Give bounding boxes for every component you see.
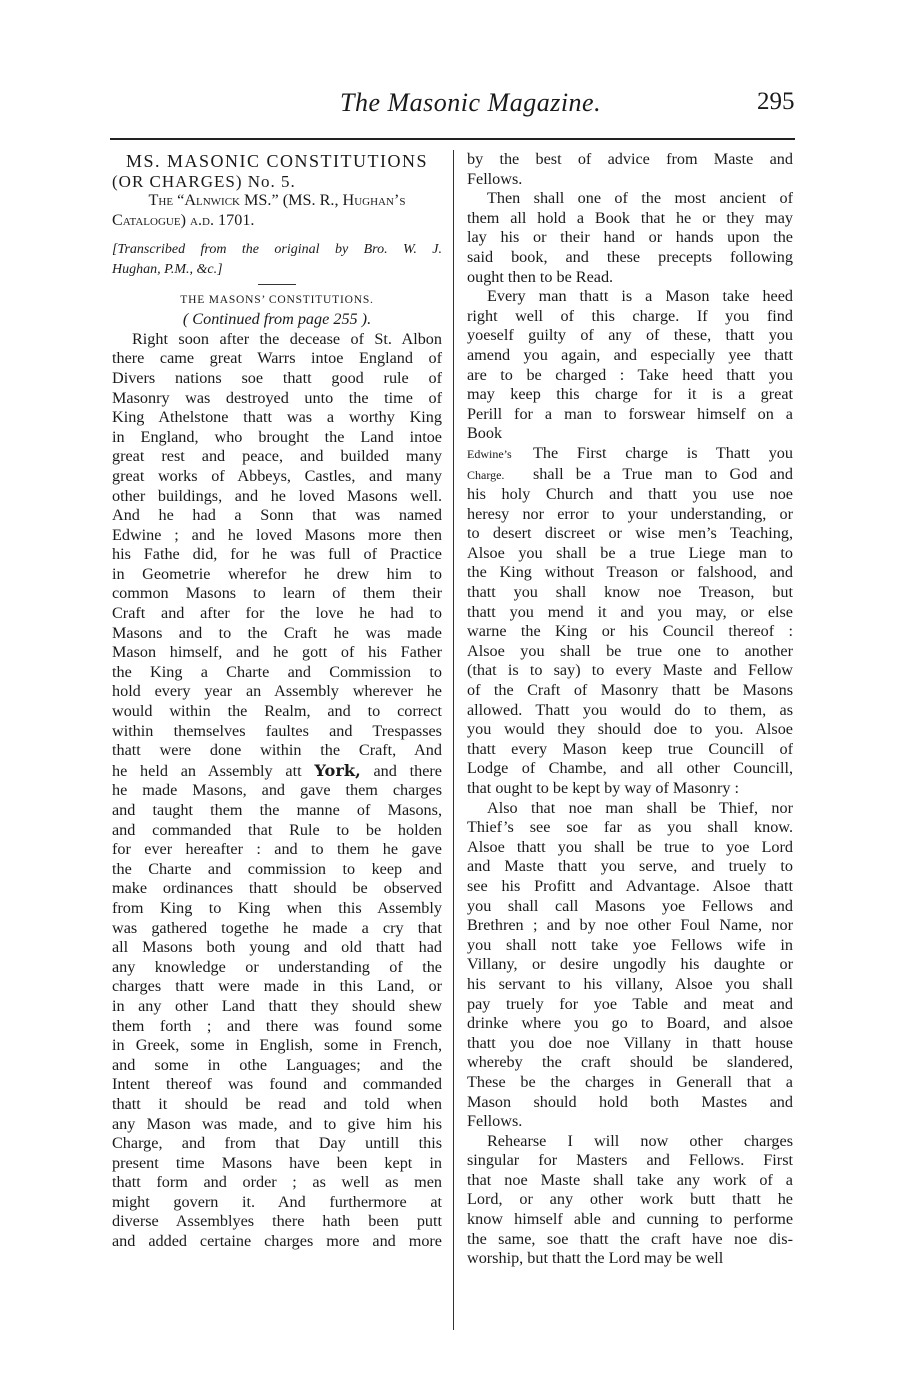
york-word: York, [314, 760, 361, 780]
text-line: present time Masons have been kept in [112, 1153, 442, 1172]
continued-note: ( Continued from page 255 ). [182, 310, 372, 329]
running-title: The Masonic Magazine. [340, 88, 602, 117]
text-line: singular for Masters and Fellows. First [467, 1151, 793, 1170]
text-line: Edwine ; and he loved Masons more then [112, 525, 442, 544]
text-line: thatt every Mason keep true Councill of [467, 739, 793, 758]
text-line: he made Masons, and gave them charges [112, 781, 442, 800]
text-line: Thief’s see soe far as you shall know. [467, 818, 793, 837]
short-rule [258, 284, 296, 285]
text-line: for ever hereafter : and to them he gave [112, 840, 442, 859]
text-line: common Masons to learn of them their [112, 584, 442, 603]
text-line: Craft and after for the love he had to [112, 604, 442, 623]
text-line: Then shall one of the most ancient of [487, 189, 793, 208]
text-line: might govern it. And furthermore at [112, 1192, 442, 1211]
text-line: that ought to be kept by way of Masonry : [467, 779, 739, 797]
text-line: are to be charged : Take heed thatt you [467, 365, 793, 384]
text-line: in any other Land thatt they should shew [112, 996, 442, 1015]
text-line: in Greek, some in English, some in French, [112, 1036, 442, 1055]
text-line: whereby the craft should be slandered, [467, 1053, 793, 1072]
article-title-line-3: The “Alnwick MS.” (MS. R., Hughan’s [148, 191, 406, 210]
margin-note-edwines: Edwine’s [467, 446, 512, 461]
text-line: and Maste thatt you serve, and truely to [467, 857, 793, 876]
text-line: Lodge of Chambe, and all other Councill, [467, 759, 793, 778]
text-line: thatt you shall know noe Treason, but [467, 583, 793, 602]
text-line: by the best of advice from Maste and [467, 150, 793, 168]
text-line: Fellows. [467, 1112, 523, 1131]
text-line: the Charte and commission to keep and [112, 859, 442, 878]
text-line: Mason should hold both Mastes and [467, 1092, 793, 1111]
page-number: 295 [757, 88, 795, 115]
text-line: all Masons both young and old thatt had [112, 938, 442, 957]
text-line: Villany, or desire ungodly his daughte or [467, 955, 793, 974]
text-line: may keep this charge for it is a great [467, 385, 793, 404]
text-line: his servant to his villany, Alsoe you shall [467, 974, 793, 993]
text-line: pay truely for yoe Table and meat and [467, 994, 793, 1013]
text-line: yoeself guilty of any of these, thatt you [467, 326, 793, 345]
text-line: within themselves faultes and Trespasses [112, 721, 442, 740]
transcription-note-line-2: Hughan, P.M., &c.] [112, 261, 223, 277]
article-title-line-2: (OR CHARGES) No. 5. [112, 171, 296, 191]
text-line: allowed. Thatt you would do to them, as [467, 700, 793, 719]
article-title-line-4: Catalogue) a.d. 1701. [112, 210, 255, 229]
paragraph-rehearse [467, 1132, 793, 1269]
text-line: Divers nations soe thatt good rule of [112, 368, 442, 387]
text-line: the King a Charte and Commission to [112, 662, 442, 681]
text-line: them forth ; and there was found some [112, 1016, 442, 1035]
text-line: said book, and these precepts following [467, 247, 793, 266]
running-head [0, 88, 910, 124]
text-line: heresy nor error to your understanding, or [467, 504, 793, 523]
right-column [467, 150, 793, 1269]
text-line: amend you again, and especially yee thatt [467, 345, 793, 364]
text-line: was gathered togethe he made a cry that [112, 918, 442, 937]
text-line: Lord, or any other work butt thatt he [467, 1190, 793, 1209]
text-line: great works of Abbeys, Castles, and many [112, 466, 442, 485]
text-line: great rest and peace, and builded many [112, 447, 442, 466]
text-line: King Athelstone thatt was a worthy King [112, 408, 442, 427]
text-line: drinke where you go to Board, and alsoe [467, 1014, 793, 1033]
text-line: Alsoe thatt you shall be true to yoe Lord [467, 837, 793, 856]
text-line: And he had a Sonn that was named [112, 506, 442, 525]
text-line: his Fathe did, for he was full of Practice [112, 545, 442, 564]
text-line: his holy Church and thatt you use noe [467, 485, 793, 504]
header-rule [110, 138, 795, 140]
text-line: Alsoe you shall be true one to another [467, 641, 793, 660]
text-line: thatt you mend it and you may, or else [467, 602, 793, 621]
text-line: right well of this charge. If you find [467, 306, 793, 325]
text-line: there came great Warrs intoe England of [112, 349, 442, 368]
text-line: Rehearse I will now other charges [487, 1131, 793, 1150]
text-line: Mason himself, and he gott of his Father [112, 643, 442, 662]
text-line: he held an Assembly att York, and there [112, 760, 442, 780]
text-line: make ordinances thatt should be observed [112, 879, 442, 898]
text-line: Masons and to the Craft he was made [112, 623, 442, 642]
text-line: Charge, and from that Day untill this [112, 1134, 442, 1153]
text-line: lay his or their hand or hands upon the [467, 228, 793, 247]
paragraph-book [467, 189, 793, 287]
text-line: to desert discreet or wise men’s Teaching, [467, 524, 793, 543]
text-line: Intent thereof was found and commanded [112, 1075, 442, 1094]
text-line: warne the King or his Council thereof : [467, 622, 793, 641]
text-line: other buildings, and he loved Masons well. [112, 486, 442, 505]
paragraph-continuation [467, 150, 793, 189]
text-line: Every man thatt is a Mason take heed [487, 287, 793, 306]
text-line: see his Profitt and Advantage. Alsoe thatt [467, 876, 793, 895]
text-line: you shall call Masons yoe Fellows and [467, 896, 793, 915]
text-line: diverse Assemblyes there hath been putt [112, 1212, 442, 1231]
text-line: and taught them the manne of Masons, [112, 801, 442, 819]
text-line: the same, soe thatt the craft have noe dis- [467, 1229, 793, 1248]
text-line: ought then to be Read. [467, 267, 614, 286]
left-body-text [112, 330, 442, 1252]
transcription-note-line-1: [Transcribed from the original by Bro. W. J. [112, 242, 442, 258]
edwine-charge-line-2: Charge. shall be a True man to God and [467, 465, 793, 486]
text-line: hold every year an Assembly wherever he [112, 682, 442, 701]
margin-note-charge: Charge. [467, 467, 505, 482]
text-line: would within the Realm, and to correct [112, 702, 442, 721]
text-line: any knowledge or understanding of the [112, 957, 442, 976]
text-line: of the Craft of Masonry thatt be Masons [467, 681, 793, 700]
article-title-line-1: MS. MASONIC CONSTITUTIONS [125, 151, 429, 171]
text-line: thatt you doe noe Villany in thatt house [467, 1033, 793, 1052]
text-line: Brethren ; and by noe other Foul Name, nor [467, 916, 793, 935]
text-line: Book [467, 424, 503, 443]
text-line: thatt were done within the Craft, And [112, 741, 442, 760]
text-line: Also that noe man shall be Thief, nor [487, 798, 793, 817]
text-line: that noe Maste shall take any work of a [467, 1170, 793, 1189]
text-line: the King without Treason or falshood, and [467, 563, 793, 582]
text-line: you would they should doe to you. Alsoe [467, 720, 793, 739]
paragraph-first-charge [467, 485, 793, 799]
text-line: you shall nott take yoe Fellows wife in [467, 935, 793, 954]
text-line: thatt it should be read and told when [112, 1094, 442, 1113]
text-line: Fellows. [467, 169, 523, 188]
text-line: (that is to say) to every Maste and Fellow [467, 661, 793, 680]
text-line: in England, who brought the Land intoe [112, 427, 442, 446]
edwine-charge-line-1: Edwine’s The First charge is Thatt you [467, 444, 793, 465]
text-line: worship, but thatt the Lord may be well [467, 1249, 724, 1268]
paragraph-thief [467, 799, 793, 1132]
text-line: Masonry was destroyed unto the time of [112, 388, 442, 407]
text-line: charges thatt were made in this Land, or [112, 977, 442, 996]
text-line: know himself able and cunning to performe [467, 1210, 793, 1229]
text-line: in Geometrie wherefor he drew him to [112, 564, 442, 583]
text-line: Right soon after the decease of St. Albon [132, 329, 442, 348]
text-line: and commanded that Rule to be holden [112, 820, 442, 839]
text-line: Perill for a man to forswear himself on a [467, 404, 793, 423]
text-line: Alsoe you shall be a true Liege man to [467, 543, 793, 562]
text-line: any Mason was made, and to give him his [112, 1114, 442, 1133]
text-line: thatt form and order ; as well as men [112, 1173, 442, 1192]
text-line: and added certaine charges more and more [112, 1232, 442, 1251]
text-line: and some in othe Languages; and the [112, 1055, 442, 1074]
text-line: from King to King when this Assembly [112, 898, 442, 917]
column-divider [453, 150, 454, 1330]
text-line: These be the charges in Generall that a [467, 1072, 793, 1091]
text-line: them all hold a Book that he or they may [467, 208, 793, 227]
left-column [112, 150, 442, 1252]
paragraph-take-heed [467, 287, 793, 444]
section-subheading: THE MASONS’ CONSTITUTIONS. [180, 293, 374, 306]
